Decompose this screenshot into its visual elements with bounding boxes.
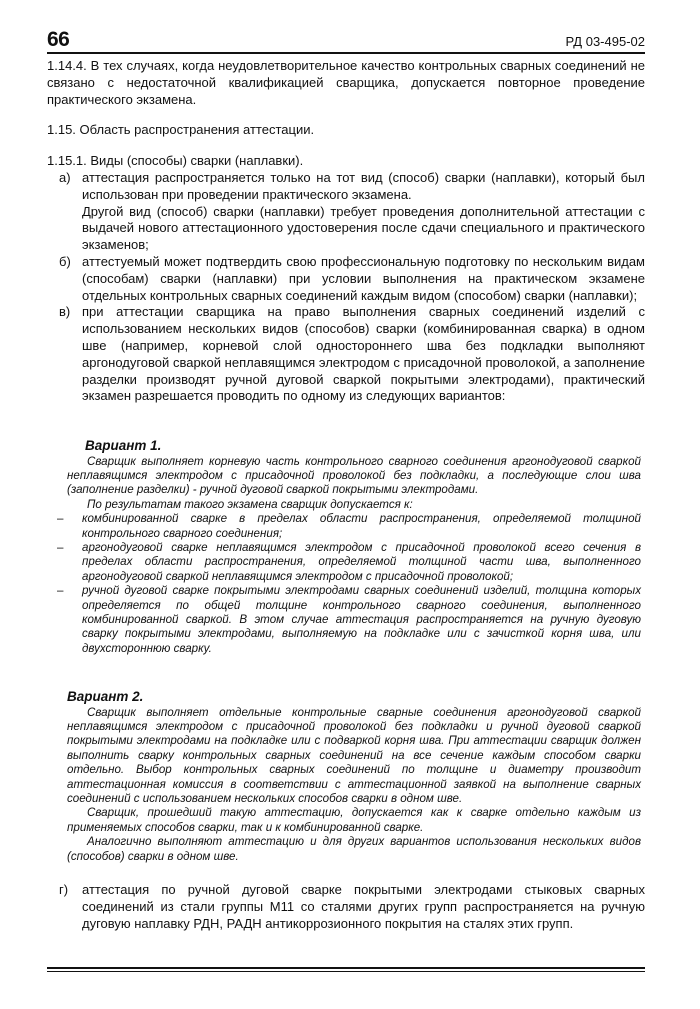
footer-rule-thin xyxy=(47,971,645,972)
variant-1-block xyxy=(57,438,641,656)
variant-1-paragraph: Сварщик выполняет корневую часть контрольного сварного соединения аргонодуговой сваркой неплавящимся электродом с присадочной проволокой без подкладки, а последующие слои шва (заполнение разделки) - ручной дуговой сваркой покрытыми электродами. xyxy=(67,454,641,497)
list-marker: а) xyxy=(59,169,71,185)
variant-2-block xyxy=(67,690,641,864)
section-1-15-1: 1.15.1. Виды (способы) сварки (наплавки). xyxy=(47,153,304,169)
list-item-g xyxy=(59,882,645,932)
variant-1-paragraph: По результатам такого экзамена сварщик допускается к: xyxy=(87,497,413,511)
variant-1-title: Вариант 1. xyxy=(85,438,162,454)
variant-2-paragraph: Аналогично выполняют аттестацию и для других вариантов использования нескольких видов (способов) сварки в одном шве. xyxy=(67,835,641,863)
list-item-text: аттестуемый может подтвердить свою профессиональную подготовку по нескольким видам (способам) сварки (наплавки) при условии выполнения на практическом экзамене отдельных контрольных сварных соединений каждым видом (способом) сварки (наплавки); xyxy=(82,253,645,303)
variant-2-paragraph: Сварщик выполняет отдельные контрольные сварные соединения аргонодуговой сваркой неплавящимся электродом с присадочной проволокой без подкладки и ручной дуговой сваркой покрытыми электродами на подкладке или с подваркой корня шва. При аттестации сварщик должен выполнить сварку контрольных сварных соединений на все сечение каждым способом сварки отдельно. Выбор контрольных сварных соединений по толщине и диаметру производит аттестационная комиссия в соответствии с аттестационной заявкой на выполнение сварных соединений с использованием нескольких способов сварки в одном шве. xyxy=(67,705,641,806)
variant-2-paragraph: Сварщик, прошедший такую аттестацию, допускается как к сварке отдельно каждым из применяемых способов сварки, так и к комбинированной сварке. xyxy=(67,806,641,834)
list-item-text-continued: Другой вид (способ) сварки (наплавки) требует проведения дополнительной аттестации с выдачей нового аттестационного удостоверения после сдачи специального и практического экзаменов; xyxy=(82,203,645,253)
variant-2-title: Вариант 2. xyxy=(67,689,144,705)
section-1-15: 1.15. Область распространения аттестации. xyxy=(47,122,315,138)
list-item-b xyxy=(59,254,645,304)
page-header xyxy=(47,28,645,52)
list-item-text: аттестация распространяется только на тот вид (способ) сварки (наплавки), который был использован при проведении практического экзамена. xyxy=(82,169,645,202)
list-item-a xyxy=(59,170,645,254)
page-body xyxy=(47,58,645,933)
variant-1-bullet xyxy=(57,512,641,541)
document-id: РД 03-495-02 xyxy=(565,34,645,49)
list-item-text: аттестация по ручной дуговой сварке покрытыми электродами стыковых сварных соединений из стали группы М11 со сталями других групп распространяется на ручную дуговую наплавку РДН, РАДН антикоррозионного покрытия на сталях этих групп. xyxy=(82,882,645,931)
dash-marker: – xyxy=(57,512,64,526)
list-marker: б) xyxy=(59,253,71,269)
bullet-text: аргонодуговой сварке неплавящимся электродом с присадочной проволокой всего сечения в пределах области распространения, определяемой толщиной части шва, выполненного аргонодуговой сваркой неплавящимся электродом с присадочной проволокой; xyxy=(82,540,641,583)
page-number: 66 xyxy=(47,28,70,51)
bullet-text: комбинированной сварке в пределах области распространения, определяемой толщиной контрольного сварного соединения; xyxy=(82,512,641,540)
header-rule xyxy=(47,52,645,54)
list-item-v xyxy=(59,304,645,405)
list-marker: г) xyxy=(59,882,69,898)
variant-1-bullet xyxy=(57,584,641,656)
list-item-text: при аттестации сварщика на право выполнения сварных соединений изделий с использованием нескольких видов (способов) сварки (комбинированная сварка) в одном шве (например, корневой слой одностороннего шва без подкладки выполняют аргонодуговой сваркой неплавящимся электродом с присадочной проволокой, а заполнение разделки производят ручной дуговой сваркой покрытыми электродами), практический экзамен разрешается проводить по одному из следующих вариантов: xyxy=(82,304,645,404)
dash-marker: – xyxy=(57,584,64,598)
footer-rule xyxy=(47,967,645,969)
section-1-14-4: 1.14.4. В тех случаях, когда неудовлетворительное качество контрольных сварных соединений не связано с недостаточной квалификацией сварщика, допускается повторное проведение практического экзамена. xyxy=(47,58,645,107)
dash-marker: – xyxy=(57,540,64,554)
variant-1-bullet xyxy=(57,541,641,584)
bullet-text: ручной дуговой сварке покрытыми электродами сварных соединений изделий, толщина которых определяется по общей толщине контрольного сварного соединения, выполненного комбинированной сваркой. В этом случае аттестация распространяется на ручную дуговую сварку покрытыми электродами, выполняемую на подкладке или с зачисткой корня шва, или двухстороннюю сварку. xyxy=(82,584,641,655)
list-marker: в) xyxy=(59,304,71,320)
